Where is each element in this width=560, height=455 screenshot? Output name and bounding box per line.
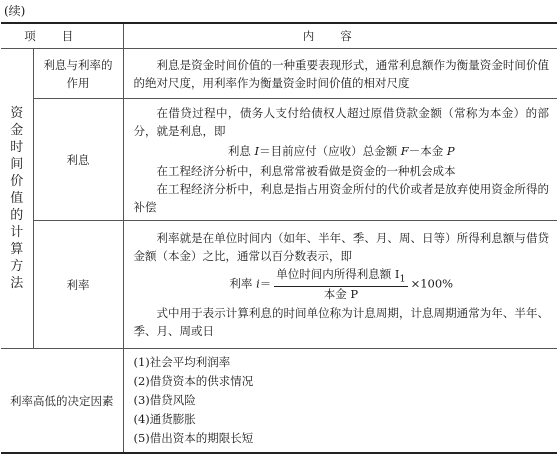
formula-var-p: P bbox=[446, 143, 455, 158]
label-interest-and-rate: 利息与利率的作用 bbox=[33, 49, 123, 99]
list-item: (2)借贷资本的供求情况 bbox=[133, 374, 254, 388]
content-interest bbox=[123, 99, 557, 221]
rate-denominator: 本金 P bbox=[323, 287, 359, 302]
label-rate: 利率 bbox=[33, 221, 123, 349]
formula-prefix: 利息 bbox=[227, 143, 255, 158]
continued-label: (续) bbox=[4, 4, 26, 18]
row-rate bbox=[1, 221, 557, 349]
rate-formula-var: i bbox=[256, 276, 260, 291]
formula-var-i: I bbox=[254, 143, 260, 158]
factor-list bbox=[134, 353, 550, 448]
rate-formula-prefix: 利率 bbox=[229, 276, 257, 291]
content-determinants bbox=[123, 349, 557, 454]
row-interest bbox=[1, 99, 557, 221]
rate-formula-suffix: ×100% bbox=[410, 276, 454, 291]
numerator-subscript: 1 bbox=[399, 273, 406, 285]
text-interest-and-rate: 利息是资金时间价值的一种重要表现形式，通常利息额作为衡量资金时间价值的绝对尺度，用利率作为衡量资金时间价值的相对尺度 bbox=[133, 57, 549, 90]
list-item: (5)借出资本的期限长短 bbox=[133, 431, 254, 445]
content-rate bbox=[123, 221, 557, 349]
table-header bbox=[1, 23, 557, 49]
formula-mid: ＝目前应付（应收）总金额 bbox=[259, 143, 401, 158]
label-determinants: 利率高低的决定因素 bbox=[1, 349, 123, 454]
content-interest-and-rate bbox=[123, 49, 557, 99]
label-interest: 利息 bbox=[33, 99, 123, 221]
list-item: (3)借贷风险 bbox=[133, 393, 196, 407]
rate-fraction bbox=[274, 267, 407, 302]
row-determinants bbox=[1, 349, 557, 454]
row-interest-and-rate bbox=[1, 49, 557, 99]
interest-definition: 在借贷过程中，债务人支付给债权人超过原借贷款金额（常称为本金）的部分，就是利息，即 bbox=[133, 105, 549, 138]
formula-var-f: F bbox=[400, 143, 409, 158]
rate-formula-eq: ＝ bbox=[259, 276, 272, 291]
list-item: (4)通货膨胀 bbox=[133, 412, 196, 426]
header-item: 项目 bbox=[1, 23, 123, 49]
numerator-text: 单位时间内所得利息额 I bbox=[276, 266, 400, 281]
group-label: 资金时间价值的计算方法 bbox=[10, 106, 24, 291]
list-item: (1)社会平均利润率 bbox=[133, 355, 231, 369]
interest-formula bbox=[134, 142, 550, 160]
interest-compensation: 在工程经济分析中，利息是指占用资金所付的代价或者是放弃使用资金所得的补偿 bbox=[133, 181, 549, 214]
header-content: 内容 bbox=[123, 23, 557, 49]
rate-period-note: 式中用于表示计算利息的时间单位称为计息周期，计息周期通常为年、半年、季、月、周或日 bbox=[133, 306, 549, 339]
formula-mid2: －本金 bbox=[408, 143, 447, 158]
rate-definition: 利率就是在单位时间内（如年、半年、季、月、周、日等）所得利息额与借贷金额（本金）之比，通常以百分数表示，即 bbox=[133, 230, 549, 263]
rate-formula bbox=[134, 267, 550, 302]
rate-numerator bbox=[274, 267, 407, 287]
group-cell bbox=[1, 49, 33, 349]
interest-table bbox=[1, 22, 557, 454]
interest-opportunity-cost: 在工程经济分析中，利息常常被看做是资金的一种机会成本 bbox=[156, 163, 456, 178]
